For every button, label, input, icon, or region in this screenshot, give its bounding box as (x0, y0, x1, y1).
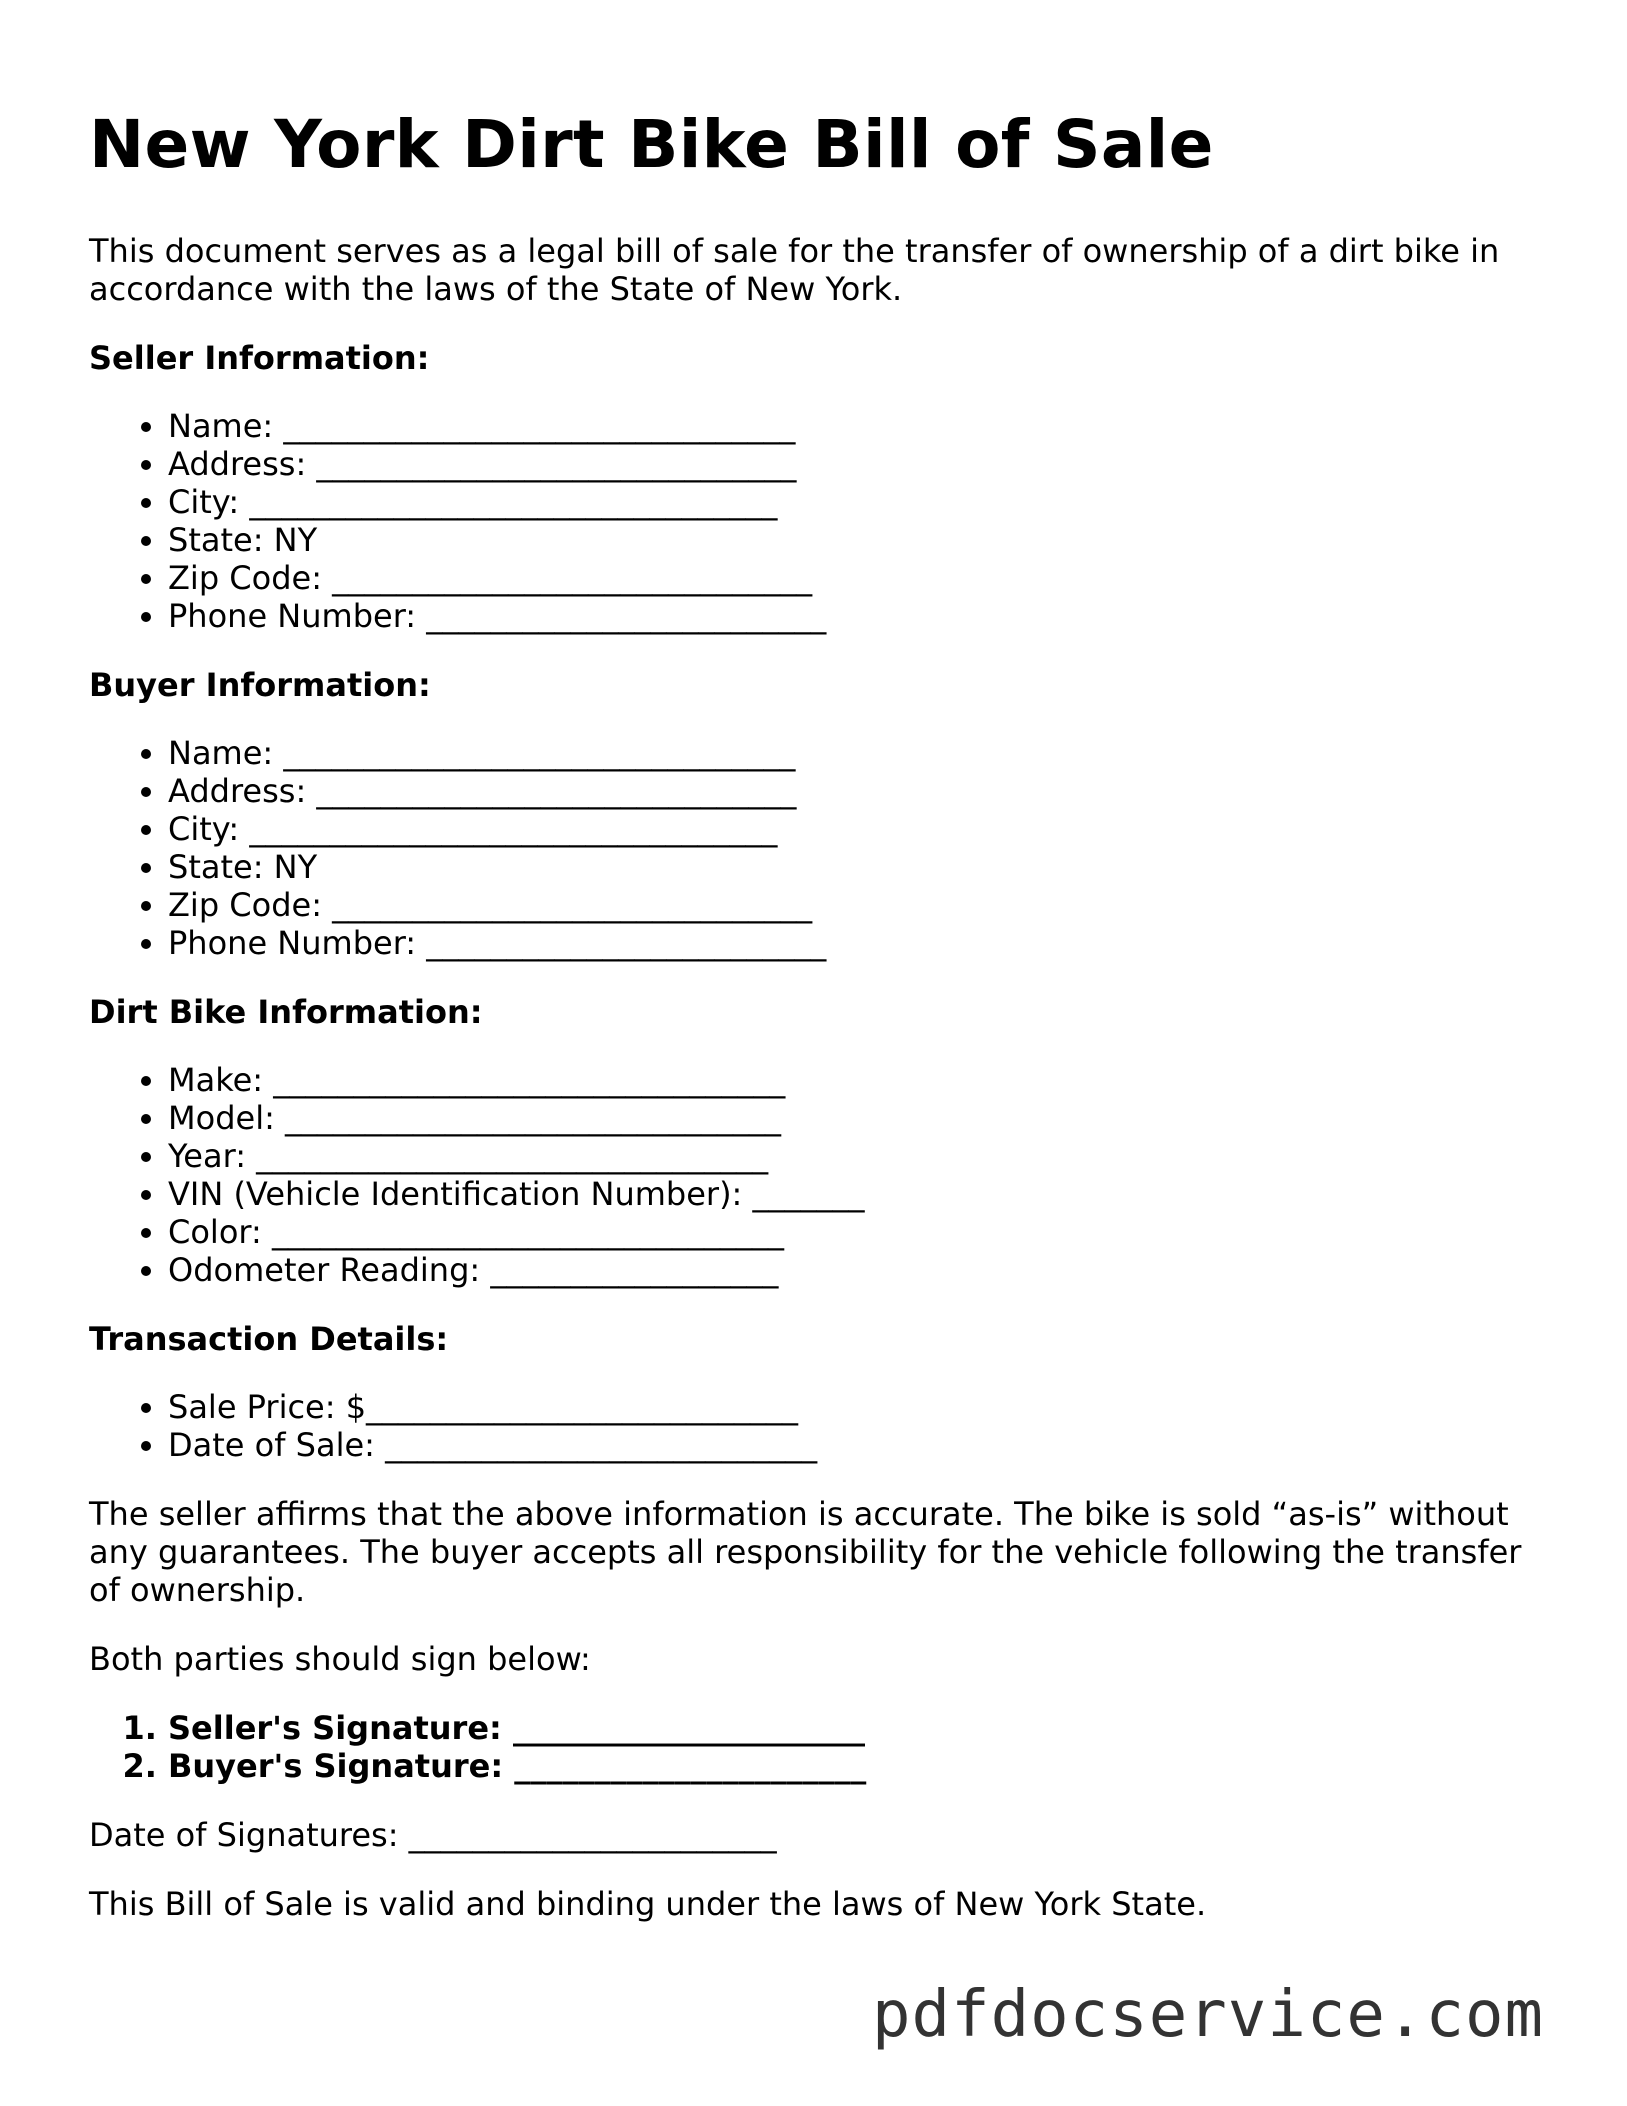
bike-year-field: • Year: ________________________________ (168, 1137, 1539, 1175)
seller-address-field: • Address: ______________________________ (168, 445, 1539, 483)
bike-heading: Dirt Bike Information: (89, 993, 483, 1032)
buyer-signature-line: 2. Buyer's Signature: ______________________ (168, 1747, 1539, 1785)
buyer-phone-field: • Phone Number: _________________________ (168, 924, 1539, 962)
seller-list (89, 407, 1539, 635)
buyer-name-field: • Name: ________________________________ (168, 734, 1539, 772)
bike-list (89, 1061, 1539, 1289)
seller-phone-field: • Phone Number: _________________________ (168, 597, 1539, 635)
transaction-heading: Transaction Details: (89, 1320, 449, 1359)
closing-statement: This Bill of Sale is valid and binding under the laws of New York State. (89, 1885, 1207, 1924)
bike-color-field: • Color: ________________________________ (168, 1213, 1539, 1251)
buyer-list (89, 734, 1539, 962)
bike-model-field: • Model: _______________________________ (168, 1099, 1539, 1137)
bike-make-field: • Make: ________________________________ (168, 1061, 1539, 1099)
affirmation-paragraph: The seller affirms that the above information is accurate. The bike is sold “as-is” without any guarantees. The buyer accepts all responsibility for the vehicle following the transfer of ownership. (89, 1495, 1522, 1610)
date-of-signatures-line: Date of Signatures: _______________________ (89, 1816, 777, 1855)
sign-intro: Both parties should sign below: (89, 1640, 591, 1679)
seller-state-field: • State: NY (168, 521, 1539, 559)
buyer-zip-field: • Zip Code: ______________________________ (168, 886, 1539, 924)
bike-vin-field: • VIN (Vehicle Identification Number): _______ (168, 1175, 1539, 1213)
seller-signature-line: 1. Seller's Signature: ______________________ (168, 1709, 1539, 1747)
intro-paragraph: This document serves as a legal bill of sale for the transfer of ownership of a dirt bike in accordance with the laws of the State of New York. (89, 232, 1500, 309)
seller-name-field: • Name: ________________________________ (168, 407, 1539, 445)
transaction-list (89, 1388, 1539, 1464)
watermark-text: pdfdocservice.com (872, 1978, 1545, 2052)
seller-zip-field: • Zip Code: ______________________________ (168, 559, 1539, 597)
seller-heading: Seller Information: (89, 339, 430, 378)
bike-odometer-field: • Odometer Reading: __________________ (168, 1251, 1539, 1289)
signature-list (89, 1709, 1539, 1785)
buyer-state-field: • State: NY (168, 848, 1539, 886)
buyer-heading: Buyer Information: (89, 666, 431, 705)
buyer-address-field: • Address: ______________________________ (168, 772, 1539, 810)
document-page (89, 105, 1539, 1954)
date-of-sale-field: • Date of Sale: ___________________________ (168, 1426, 1539, 1464)
sale-price-field: • Sale Price: $___________________________ (168, 1388, 1539, 1426)
seller-city-field: • City: _________________________________ (168, 483, 1539, 521)
buyer-city-field: • City: _________________________________ (168, 810, 1539, 848)
document-title: New York Dirt Bike Bill of Sale (89, 106, 1214, 183)
